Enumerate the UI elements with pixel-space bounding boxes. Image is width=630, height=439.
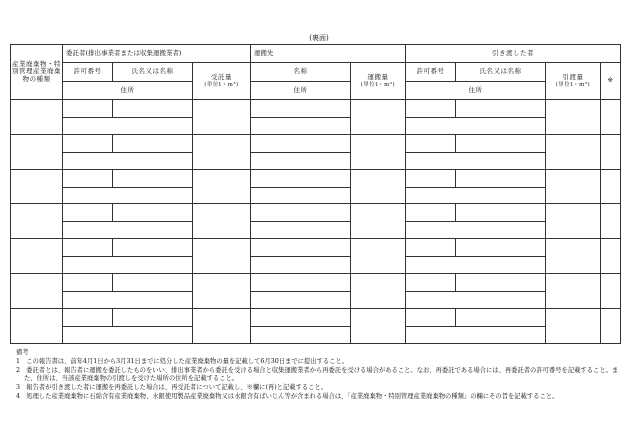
mark-header: ※ [601,62,621,99]
entry-cell[interactable] [11,99,63,134]
consignor-header: 委託者(排出事業者または収集運搬業者) [63,45,251,63]
note-item-4: 4 処理した産業廃棄物に石綿含有産業廃棄物、水銀使用製品産業廃棄物又は水銀含有ばいじん等が含まれる場合は、「産業廃棄物・特別管理産業廃棄物の種類」の欄にその旨を記載すること。 [16,393,559,401]
entry-address-row [11,326,621,343]
entry-cell[interactable] [63,308,113,326]
entry-address-row [11,257,621,274]
entry-cell[interactable] [406,239,456,257]
transport-amount-label: 運搬量 [367,73,389,82]
entry-cell[interactable] [456,204,546,222]
entry-cell[interactable] [406,204,456,222]
entry-cell[interactable] [456,274,546,292]
handover-amount-header [546,62,601,99]
entry-address-cell[interactable] [406,326,546,343]
address-header: 住所 [63,81,193,99]
entry-cell[interactable] [11,134,63,169]
entry-row [11,169,621,187]
entry-cell[interactable] [251,308,351,326]
entry-cell[interactable] [251,169,351,187]
dest-name-header: 名称 [251,62,351,81]
entry-row [11,134,621,152]
entry-address-cell[interactable] [251,152,351,169]
entry-cell[interactable] [113,169,193,187]
entry-address-row [11,152,621,169]
entry-cell[interactable] [193,274,251,309]
entry-cell[interactable] [601,169,621,204]
entry-cell[interactable] [63,239,113,257]
name-header: 氏名又は名称 [113,62,193,81]
entry-cell[interactable] [251,204,351,222]
notes-title: 備考 [16,349,29,356]
entry-cell[interactable] [251,99,351,117]
waste-type-header: 産業廃棄物・特別管理産業廃棄物の種類 [11,45,63,100]
entry-address-cell[interactable] [406,222,546,239]
entry-address-cell[interactable] [251,222,351,239]
entry-cell[interactable] [11,308,63,343]
entry-cell[interactable] [546,239,601,274]
note-item-1: 1 この報告書は、前年4月1日から3月31日までに処分した産業廃棄物の量を記載して6月30日までに提出すること。 [16,357,349,365]
entry-cell[interactable] [251,274,351,292]
entry-row [11,204,621,222]
entry-address-cell[interactable] [251,117,351,134]
entry-cell[interactable] [546,99,601,134]
entry-cell[interactable] [63,169,113,187]
entry-cell[interactable] [351,99,406,134]
entry-cell[interactable] [113,99,193,117]
entry-row [11,274,621,292]
handover-name-header: 氏名又は名称 [456,62,546,81]
note-item-2: 2 委託者とは、報告者に運搬を委託したものをいい、排出事業者から委託を受ける場合と収集運搬業者から再委託を受ける場合があること。なお、再委託である場合には、再委託者の許可番号を記載すること。また、住所は、当該産業廃棄物の引渡しを受けた場所の住所を記載すること。 [16,366,619,383]
entry-cell[interactable] [406,134,456,152]
page-side-label: (裏面) [309,34,329,42]
entry-cell[interactable] [251,239,351,257]
entry-cell[interactable] [456,169,546,187]
destination-header: 運搬先 [251,45,406,63]
entry-cell[interactable] [193,134,251,169]
entry-cell[interactable] [11,239,63,274]
entry-address-cell[interactable] [406,257,546,274]
entry-cell[interactable] [456,239,546,257]
entry-cell[interactable] [406,169,456,187]
entry-cell[interactable] [456,99,546,117]
entry-cell[interactable] [113,308,193,326]
report-table [10,44,621,344]
entry-address-row [11,222,621,239]
entry-cell[interactable] [113,274,193,292]
entry-cell[interactable] [406,274,456,292]
entry-cell[interactable] [406,308,456,326]
entry-row [11,99,621,117]
entry-cell[interactable] [546,308,601,343]
entry-cell[interactable] [11,274,63,309]
handover-amount-label: 引渡量 [562,73,584,82]
entry-cell[interactable] [63,274,113,292]
entry-address-cell[interactable] [251,257,351,274]
entry-cell[interactable] [351,274,406,309]
entry-cell[interactable] [11,169,63,204]
dest-address-header: 住所 [251,81,351,99]
entry-cell[interactable] [546,274,601,309]
entry-address-cell[interactable] [251,292,351,309]
handover-header: 引き渡した者 [406,45,621,63]
entry-cell[interactable] [546,134,601,169]
entry-address-cell[interactable] [63,152,193,169]
entry-cell[interactable] [456,134,546,152]
consign-amount-header [193,62,251,99]
transport-amount-header [351,62,406,99]
entry-address-cell[interactable] [251,187,351,204]
entry-cell[interactable] [351,239,406,274]
entry-row [11,308,621,326]
entry-cell[interactable] [193,308,251,343]
notes-section [12,349,620,402]
entry-cell[interactable] [351,204,406,239]
entry-address-cell[interactable] [63,292,193,309]
entry-cell[interactable] [113,134,193,152]
entry-cell[interactable] [193,239,251,274]
entry-cell[interactable] [63,99,113,117]
entry-cell[interactable] [351,134,406,169]
entry-address-row [11,292,621,309]
entry-cell[interactable] [601,134,621,169]
entry-cell[interactable] [193,169,251,204]
entry-cell[interactable] [193,99,251,134]
entry-cell[interactable] [601,239,621,274]
entry-cell[interactable] [351,169,406,204]
entry-address-cell[interactable] [63,187,193,204]
entry-address-row [11,187,621,204]
entry-address-cell[interactable] [63,257,193,274]
entry-cell[interactable] [456,308,546,326]
entry-address-cell[interactable] [63,222,193,239]
entry-cell[interactable] [601,308,621,343]
entry-cell[interactable] [251,134,351,152]
entry-cell[interactable] [11,204,63,239]
entry-cell[interactable] [406,99,456,117]
consign-amount-label: 受託量 [211,73,232,82]
entry-cell[interactable] [351,308,406,343]
entry-address-cell[interactable] [251,326,351,343]
handover-unit-label: (単位t・m³) [555,81,591,88]
consign-unit-label: (単位t・m³) [204,81,239,88]
entry-cell[interactable] [601,274,621,309]
entry-cell[interactable] [546,169,601,204]
entry-address-cell[interactable] [63,326,193,343]
entry-address-cell[interactable] [63,117,193,134]
entry-address-cell[interactable] [406,187,546,204]
entry-row [11,239,621,257]
entry-address-row [11,117,621,134]
entry-cell[interactable] [113,239,193,257]
entry-address-cell[interactable] [406,292,546,309]
transport-unit-label: (単位t・m³) [360,81,396,88]
handover-permit-header: 許可番号 [406,62,456,81]
entry-cell[interactable] [546,204,601,239]
entry-address-cell[interactable] [406,152,546,169]
entry-cell[interactable] [193,204,251,239]
entry-address-cell[interactable] [406,117,546,134]
handover-address-header: 住所 [406,81,546,99]
entry-cell[interactable] [63,204,113,222]
entry-cell[interactable] [63,134,113,152]
note-item-3: 3 報告者が引き渡した者に運搬を再委託した場合は、再受託者について記載し、※欄に(再)と記載すること。 [16,384,328,392]
entry-cell[interactable] [113,204,193,222]
permit-no-header: 許可番号 [63,62,113,81]
entry-cell[interactable] [601,99,621,134]
entry-cell[interactable] [601,204,621,239]
